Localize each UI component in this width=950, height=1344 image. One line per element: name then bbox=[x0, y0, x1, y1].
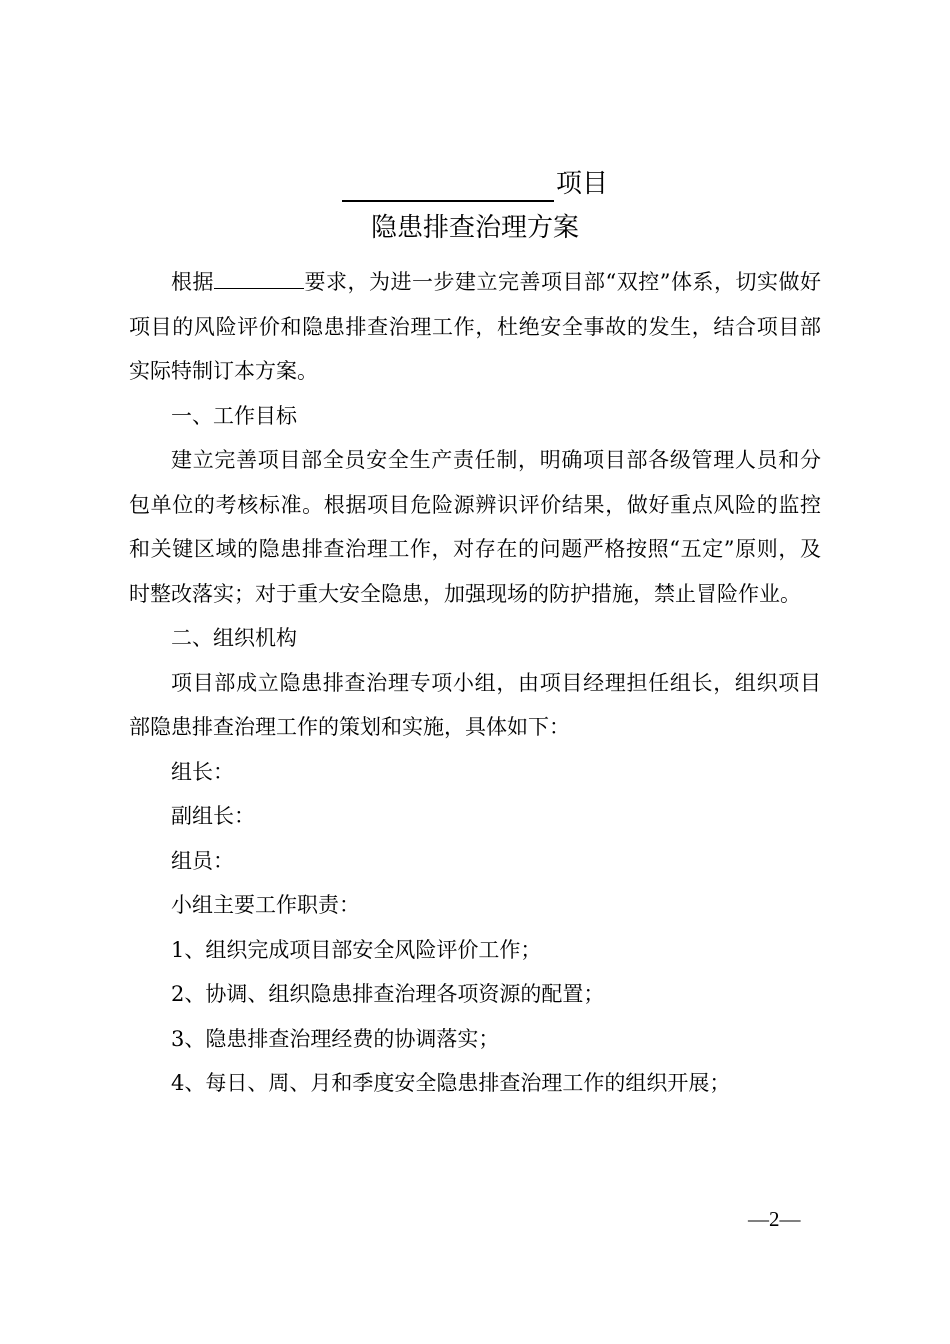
org-heading: 二、组织机构 bbox=[171, 626, 297, 650]
deputy-leader-line: 副组长： bbox=[171, 804, 255, 828]
duty-item: 3、隐患排查治理经费的协调落实； bbox=[171, 1026, 500, 1051]
intro-paragraph bbox=[129, 260, 821, 394]
intro-prefix: 根据 bbox=[171, 270, 215, 294]
project-name-blank bbox=[342, 172, 554, 202]
org-paragraph: 项目部成立隐患排查治理专项小组，由项目经理担任组长，组织项目部隐患排查治理工作的策划和实施，具体如下： bbox=[129, 670, 821, 739]
intro-rest: 要求，为进一步建立完善项目部“双控”体系，切实做好项目的风险评价和隐患排查治理工作，杜绝安全事故的发生，结合项目部实际特制订本方案。 bbox=[129, 270, 821, 383]
leader-line: 组长： bbox=[171, 759, 234, 784]
duties-heading: 小组主要工作职责： bbox=[171, 893, 360, 917]
members-line: 组员： bbox=[171, 848, 234, 873]
project-title-suffix: 项目 bbox=[555, 169, 608, 199]
duty-item: 2、协调、组织隐患排查治理各项资源的配置； bbox=[171, 982, 605, 1006]
duty-item: 4、每日、周、月和季度安全隐患排查治理工作的组织开展； bbox=[171, 1071, 731, 1095]
document-title: 隐患排查治理方案 bbox=[370, 213, 579, 243]
duty-item: 1、组织完成项目部安全风险评价工作； bbox=[171, 937, 542, 962]
goal-paragraph: 建立完善项目部全员安全生产责任制，明确项目部各级管理人员和分包单位的考核标准。根据项目危险源辨识评价结果，做好重点风险的监控和关键区域的隐患排查治理工作，对存在的问题严格按照“五定”原则，及时整改落实；对于重大安全隐患，加强现场的防护措施，禁止冒险作业。 bbox=[129, 448, 821, 606]
page-number: —2— bbox=[748, 1207, 801, 1231]
project-title-line bbox=[0, 166, 950, 202]
basis-blank bbox=[214, 268, 304, 289]
document-body bbox=[129, 260, 821, 1106]
goal-heading: 一、工作目标 bbox=[171, 403, 297, 428]
